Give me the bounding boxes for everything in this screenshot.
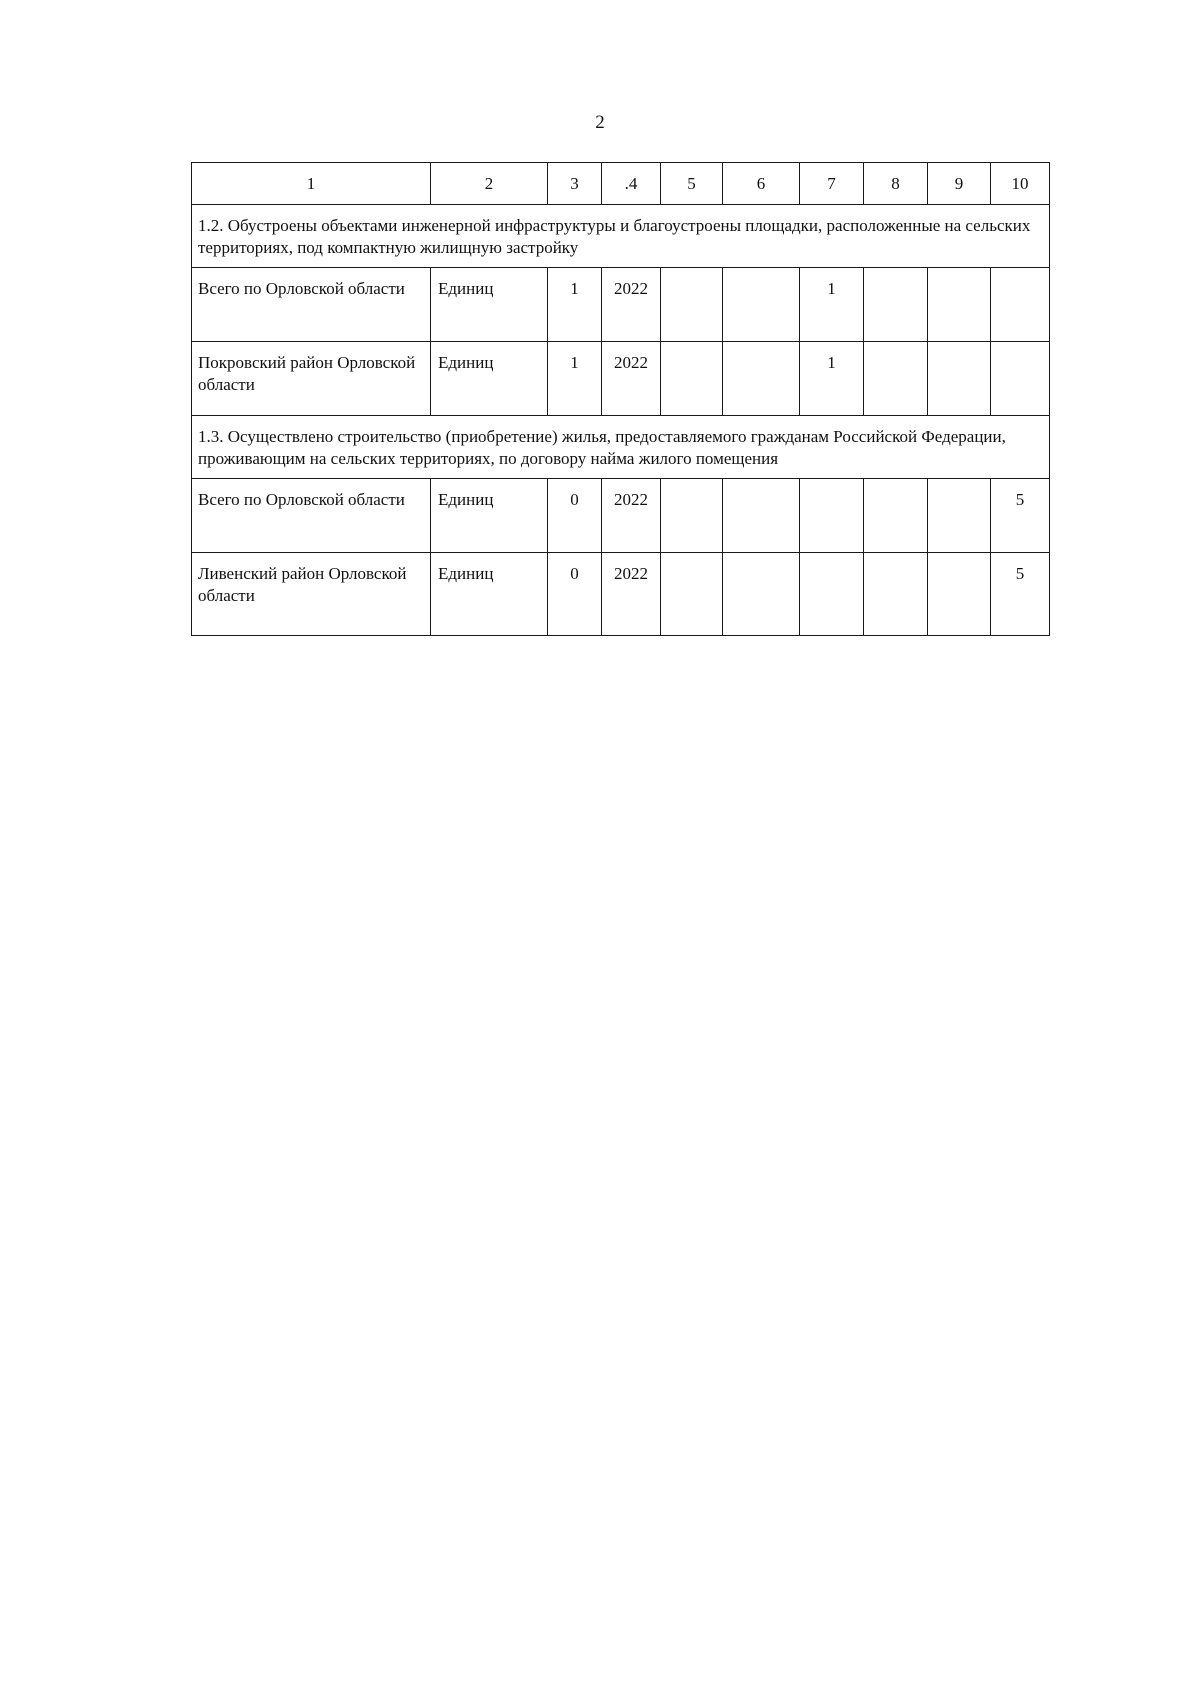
unit-cell: Единиц (431, 553, 548, 636)
section-title: 1.2. Обустроены объектами инженерной инфраструктуры и благоустроены площадки, расположенные на сельских территориях, под компактную жилищную застройку (192, 205, 1050, 268)
territory-name: Всего по Орловской области (192, 268, 431, 342)
base-value-cell: 0 (548, 553, 602, 636)
base-year-cell: 2022 (602, 553, 661, 636)
value-cell-9 (928, 479, 991, 553)
base-value-cell: 0 (548, 479, 602, 553)
unit-cell: Единиц (431, 479, 548, 553)
value-cell-5 (661, 268, 723, 342)
value-cell-7: 1 (800, 268, 864, 342)
value-cell-7 (800, 553, 864, 636)
value-cell-10: 5 (991, 553, 1050, 636)
table-row (192, 479, 1050, 553)
column-number: 2 (431, 163, 548, 205)
unit-cell: Единиц (431, 268, 548, 342)
base-value-cell: 1 (548, 342, 602, 416)
section-row (192, 416, 1050, 479)
column-number: 3 (548, 163, 602, 205)
table-row (192, 268, 1050, 342)
value-cell-6 (723, 553, 800, 636)
value-cell-7 (800, 479, 864, 553)
unit-cell: Единиц (431, 342, 548, 416)
value-cell-10: 5 (991, 479, 1050, 553)
value-cell-9 (928, 268, 991, 342)
value-cell-9 (928, 553, 991, 636)
section-row (192, 205, 1050, 268)
value-cell-5 (661, 553, 723, 636)
value-cell-10 (991, 268, 1050, 342)
value-cell-8 (864, 268, 928, 342)
base-year-cell: 2022 (602, 268, 661, 342)
value-cell-8 (864, 342, 928, 416)
page-number: 2 (595, 112, 605, 133)
value-cell-8 (864, 479, 928, 553)
column-number: 6 (723, 163, 800, 205)
territory-name: Ливенский район Орловской области (192, 553, 431, 636)
base-year-cell: 2022 (602, 342, 661, 416)
indicators-table (191, 162, 1050, 636)
value-cell-9 (928, 342, 991, 416)
value-cell-6 (723, 342, 800, 416)
column-number: 1 (192, 163, 431, 205)
value-cell-5 (661, 342, 723, 416)
base-value-cell: 1 (548, 268, 602, 342)
table-row (192, 553, 1050, 636)
value-cell-6 (723, 268, 800, 342)
column-number: 8 (864, 163, 928, 205)
column-number: .4 (602, 163, 661, 205)
base-year-cell: 2022 (602, 479, 661, 553)
section-title: 1.3. Осуществлено строительство (приобретение) жилья, предоставляемого гражданам Российской Федерации, проживающим на сельских территориях, по договору найма жилого помещения (192, 416, 1050, 479)
value-cell-6 (723, 479, 800, 553)
table-row (192, 342, 1050, 416)
value-cell-8 (864, 553, 928, 636)
column-number: 10 (991, 163, 1050, 205)
column-number: 9 (928, 163, 991, 205)
territory-name: Покровский район Орловской области (192, 342, 431, 416)
value-cell-10 (991, 342, 1050, 416)
column-number: 5 (661, 163, 723, 205)
value-cell-5 (661, 479, 723, 553)
territory-name: Всего по Орловской области (192, 479, 431, 553)
column-number-row (192, 163, 1050, 205)
value-cell-7: 1 (800, 342, 864, 416)
column-number: 7 (800, 163, 864, 205)
